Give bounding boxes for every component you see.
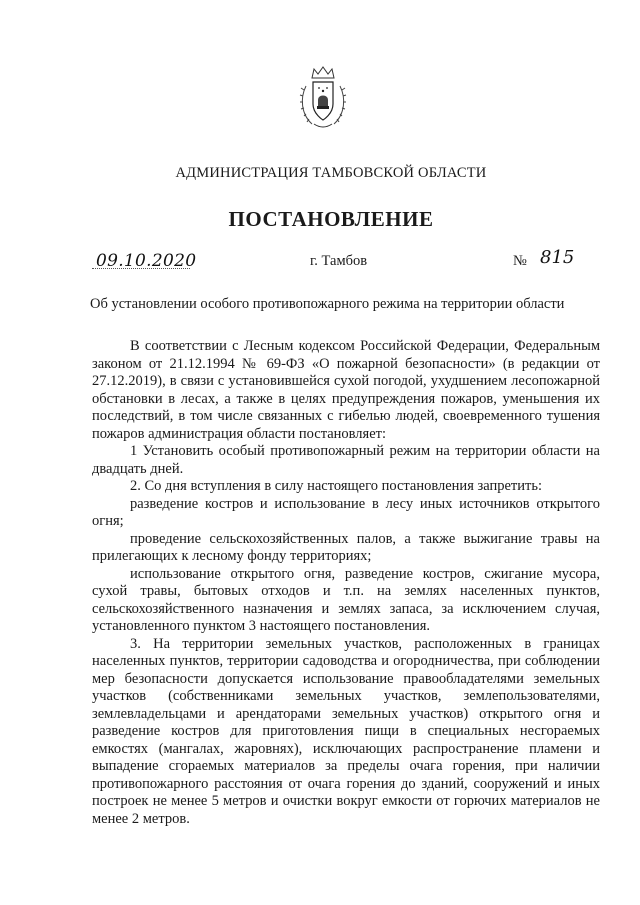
paragraph-item-3: 3. На территории земельных участков, расположенных в границах населенных пунктов, территории садоводства и огородничества, при соблюдении мер безопасности допускается использование правообладателями земельных участков (собственниками земельных участков, землепользователями, землевладельцами и арендаторами земельных участков) открытого огня и разведение костров для приготовления пищи в специальных несгораемых емкостях (мангалах, жаровнях), исключающих распространение пламени и выпадение сгораемых материалов за пределы очага горения, при наличии противопожарного расстояния от очага горения до зданий, сооружений и иных построек не менее 5 метров и очистки вокруг емкости от горючих материалов не менее 2 метров. xyxy=(92,635,600,827)
coat-of-arms-icon xyxy=(298,64,348,132)
document-city: г. Тамбов xyxy=(310,253,368,269)
document-type: ПОСТАНОВЛЕНИЕ xyxy=(228,207,434,231)
document-number: 815 xyxy=(540,247,575,268)
date-underline xyxy=(92,268,190,270)
document-date: 09.10.2020 xyxy=(96,251,197,271)
paragraph-preamble: В соответствии с Лесным кодексом Российской Федерации, Федеральным законом от 21.12.1994 № 69-ФЗ «О пожарной безопасности» (в редакции от 27.12.2019), в связи с установившейся сухой погодой, ухудшением лесопожарной обстановки в лесах, а также в целях предупреждения пожаров, уменьшения их последствий, в том числе связанных с гибелью людей, своевременного тушения пожаров администрация области постановляет: xyxy=(92,338,600,442)
document-number-label: № xyxy=(513,253,527,269)
paragraph-item-2-a: разведение костров и использование в лесу иных источников открытого огня; xyxy=(92,495,600,529)
paragraph-item-2: 2. Со дня вступления в силу настоящего постановления запретить: xyxy=(130,478,542,494)
paragraph-item-1: 1 Установить особый противопожарный режим на территории области на двадцать дней. xyxy=(92,443,600,477)
organization-title: АДМИНИСТРАЦИЯ ТАМБОВСКОЙ ОБЛАСТИ xyxy=(175,165,487,181)
paragraph-item-2-b: проведение сельскохозяйственных палов, а также выжигание травы на прилегающих к лесному фонду территориях; xyxy=(92,530,600,564)
document-body xyxy=(92,338,600,828)
document-subject: Об установлении особого противопожарного режима на территории области xyxy=(90,296,565,312)
paragraph-item-2-c: использование открытого огня, разведение костров, сжигание мусора, сухой травы, бытовых отходов и т.п. на землях населенных пунктов, сельскохозяйственного назначения и землях запаса, за исключением случая, установленного пунктом 3 настоящего постановления. xyxy=(92,565,600,634)
